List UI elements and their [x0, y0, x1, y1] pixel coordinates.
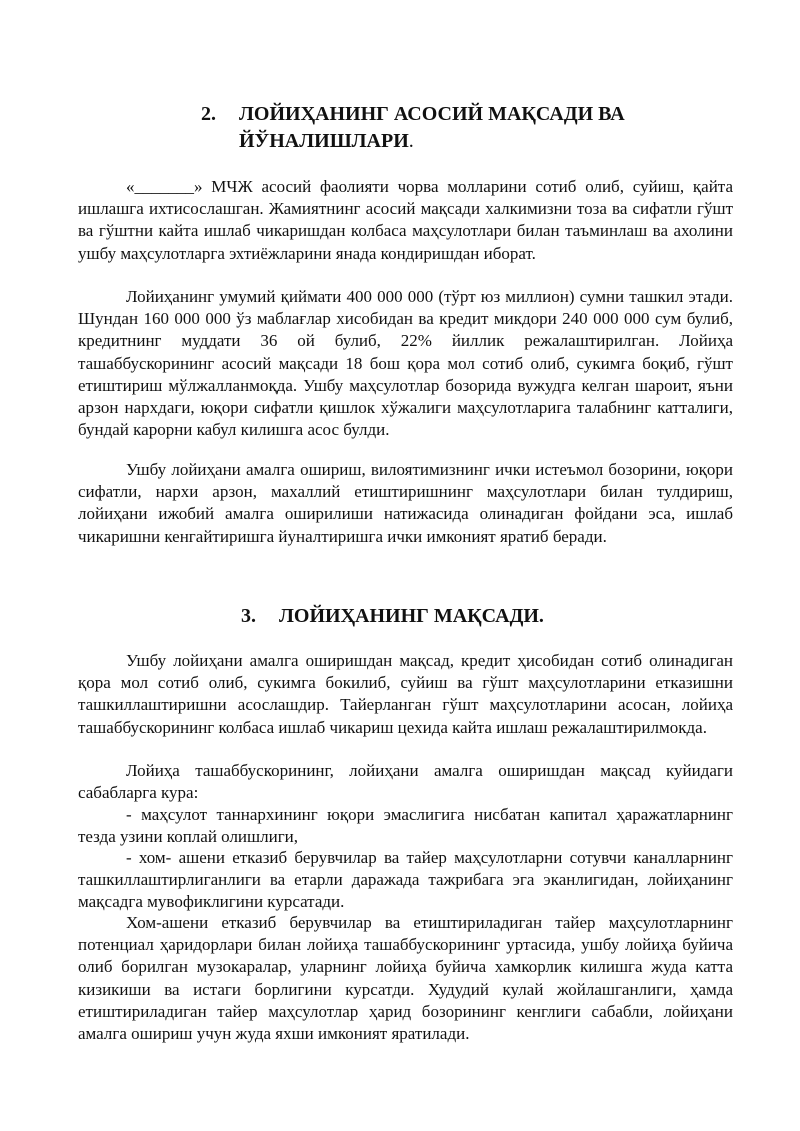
section-3-number: 3.: [241, 605, 256, 627]
section-2-number: 2.: [201, 103, 216, 125]
section-2-title-line2: ЙЎНАЛИШЛАРИ: [239, 130, 409, 152]
section-3-title: ЛОЙИҲАНИНГ МАҚСАДИ.: [279, 605, 544, 627]
section-2-paragraph-1: «_______» МЧЖ асосий фаолияти чорва молларини сотиб олиб, суйиш, қайта ишлашга ихтисослашган. Жамиятнинг асосий мақсади халкимизни тоза ва сифатли гўшт ва гўштни кайта ишлаб чикаришдан колбаса маҳсулотлари билан таъминлаш ва ахолини ушбу маҳсулотларга эхтиёжларини янада кондиришдан иборат.: [78, 177, 733, 263]
section-3-paragraph-1: Ушбу лойиҳани амалга оширишдан мақсад, кредит ҳисобидан сотиб олинадиган қора мол сотиб олиб, сукимга бокилиб, суйиш ва гўшт маҳсулотларини етказишни ташкиллаштиришни асослашдир. Тайерланган гўшт маҳсулотларини асосан, лойиҳа ташаббускорининг колбаса ишлаб чикариш цехида кайта ишлаш режалаштирилмокда.: [78, 651, 733, 737]
section-3-paragraph-2: Лойиҳа ташаббускорининг, лойиҳани амалга оширишдан мақсад куйидаги сабабларга кура:: [78, 761, 733, 803]
section-2-paragraph-3: Ушбу лойиҳани амалга ошириш, вилоятимизнинг ички истеъмол бозорини, юқори сифатли, нархи арзон, махаллий етиштиришнинг маҳсулотлари билан тулдириш, лойиҳани ижобий амалга оширилиши натижасида олинадиган фойдани эса, ишлаб чикаришни кенгайтиришга йуналтиришга ички имконият яратиб беради.: [78, 460, 733, 546]
section-3-heading: [241, 603, 544, 629]
section-2-title-end: .: [408, 130, 414, 152]
section-2-paragraph-2: Лойиҳанинг умумий қиймати 400 000 000 (тўрт юз миллион) сумни ташкил этади. Шундан 160 000 000 ўз маблағлар хисобидан ва кредит микдори 240 000 000 сум булиб, кредитнинг муддати 36 ой булиб, 22% йиллик режалаштирилган. Лойиҳа ташаббускорининг асосий мақсади 18 бош қора мол сотиб олиб, сукимга боқиб, гўшт етиштириш мўлжалланмоқда. Ушбу маҳсулотлар бозорида вужудга келган шароит, яъни арзон нархдаги, юқори сифатли қишлок хўжалиги маҳсулотларига талабнинг катталиги, бундай карорни кабул килишга асос булди.: [78, 287, 733, 440]
section-2-heading: [201, 101, 625, 127]
section-2-heading-line2: [239, 128, 414, 154]
section-2-title-line1: ЛОЙИҲАНИНГ АСОСИЙ МАҚСАДИ ВА: [239, 103, 625, 125]
section-3-paragraph-5: Хом-ашени етказиб берувчилар ва етиштириладиган тайер маҳсулотларнинг потенциал ҳаридорлари билан лойиҳа ташаббускорининг уртасида, ушбу лойиҳа буйича олиб борилган музокаралар, уларнинг лойиҳа буйича хамкорлик килишга жуда катта кизикиши ва истаги борлигини курсатди. Худудий кулай жойлашганлиги, ҳамда етиштириладиган тайер маҳсулотлар ҳарид бозорининг кенглиги сабабли, лойиҳани амалга ошириш учун жуда яхши имконият яратилади.: [78, 913, 733, 1044]
section-3-paragraph-4: - хом- ашени етказиб берувчилар ва тайер маҳсулотларни сотувчи каналларнинг ташкиллаштирлиганлиги ва етарли даражада тажрибага эга эканлигидан, лойиҳанинг мақсадга мувофиклигини курсатади.: [78, 848, 733, 912]
section-3-paragraph-3: - маҳсулот таннархининг юқори эмаслигига нисбатан капитал ҳаражатларнинг тезда узини коплай олишлиги,: [78, 805, 733, 847]
